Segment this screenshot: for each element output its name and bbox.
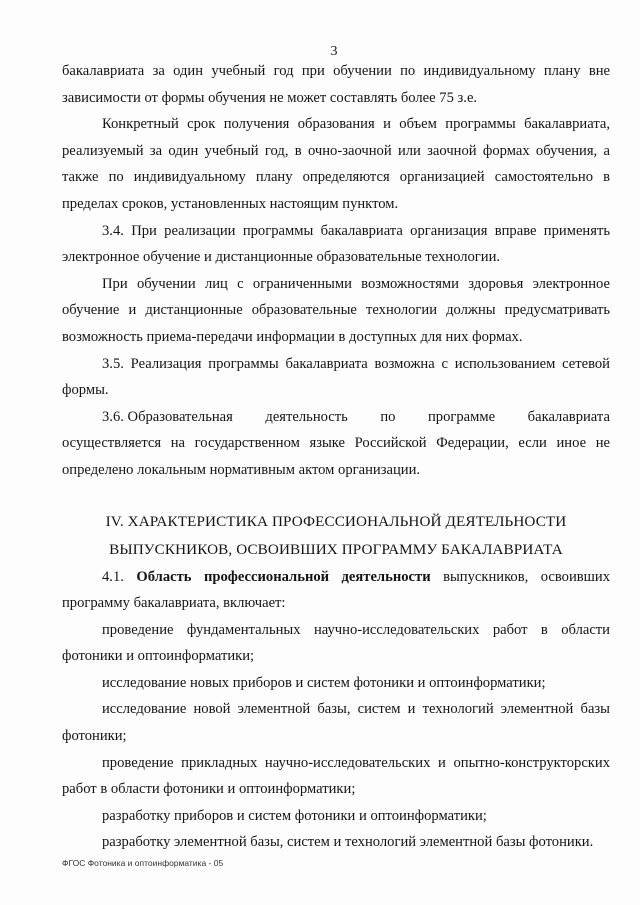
section-heading-line2: ВЫПУСКНИКОВ, ОСВОИВШИХ ПРОГРАММУ БАКАЛАВРИАТА [109,540,563,558]
p6-word: по [380,408,396,425]
document-body [62,58,610,856]
section-4-1-rest: выпускников, освоивших программу бакалавриата, включает: [62,568,610,612]
paragraph-4-1 [62,564,610,617]
section-heading [62,508,610,564]
section-4-1-term: Область профессиональной деятельности [136,568,431,585]
paragraph-term-details: Конкретный срок получения образования и объем программы бакалавриата, реализуемый за один учебный год, в очно-заочной или заочной формах обучения, а также по индивидуальному плану определяются организацией самостоятельно в пределах сроков, установленных настоящим пунктом. [62,116,610,212]
list-item: исследование новой элементной базы, систем и технологий элементной базы фотоники; [62,701,610,745]
p6-word: бакалавриата [527,408,610,425]
paragraph-3-6-first-line [62,404,610,431]
page-footer: ФГОС Фотоника и оптоинформатика - 05 [62,858,224,868]
list-item: разработку приборов и систем фотоники и оптоинформатики; [102,807,487,824]
paragraph-disabilities: При обучении лиц с ограниченными возможностями здоровья электронное обучение и дистанционные образовательные технологии должны предусматривать возможность приема-передачи информации в доступных для них формах. [62,275,610,345]
p6-word: деятельность [265,408,348,425]
list-item: проведение фундаментальных научно-исследовательских работ в области фотоники и оптоинформатики; [62,621,610,665]
paragraph-3-5: 3.5. Реализация программы бакалавриата возможна с использованием сетевой формы. [62,355,610,399]
section-4-1-number: 4.1. [102,568,124,585]
list-item: проведение прикладных научно-исследовательских и опытно-конструкторских работ в области фотоники и оптоинформатики; [62,754,610,798]
paragraph-3-6-rest: осуществляется на государственном языке Российской Федерации, если иное не определено локальным нормативным актом организации. [62,435,610,478]
p6-word: 3.6. Образовательная [102,408,233,425]
list-item: разработку элементной базы, систем и технологий элементной базы фотоники. [102,834,594,851]
page-number: 3 [330,44,338,59]
list-item: исследование новых приборов и систем фотоники и оптоинформатики; [102,674,546,691]
p6-word: программе [428,408,496,425]
paragraph-3-4: 3.4. При реализации программы бакалавриата организация вправе применять электронное обучение и дистанционные образовательные технологии. [62,222,610,266]
section-heading-line1: IV. ХАРАКТЕРИСТИКА ПРОФЕССИОНАЛЬНОЙ ДЕЯТЕЛЬНОСТИ [105,512,567,530]
paragraph-continuation: бакалавриата за один учебный год при обучении по индивидуальному плану вне зависимости от формы обучения не может составлять более 75 з.е. [62,63,610,106]
